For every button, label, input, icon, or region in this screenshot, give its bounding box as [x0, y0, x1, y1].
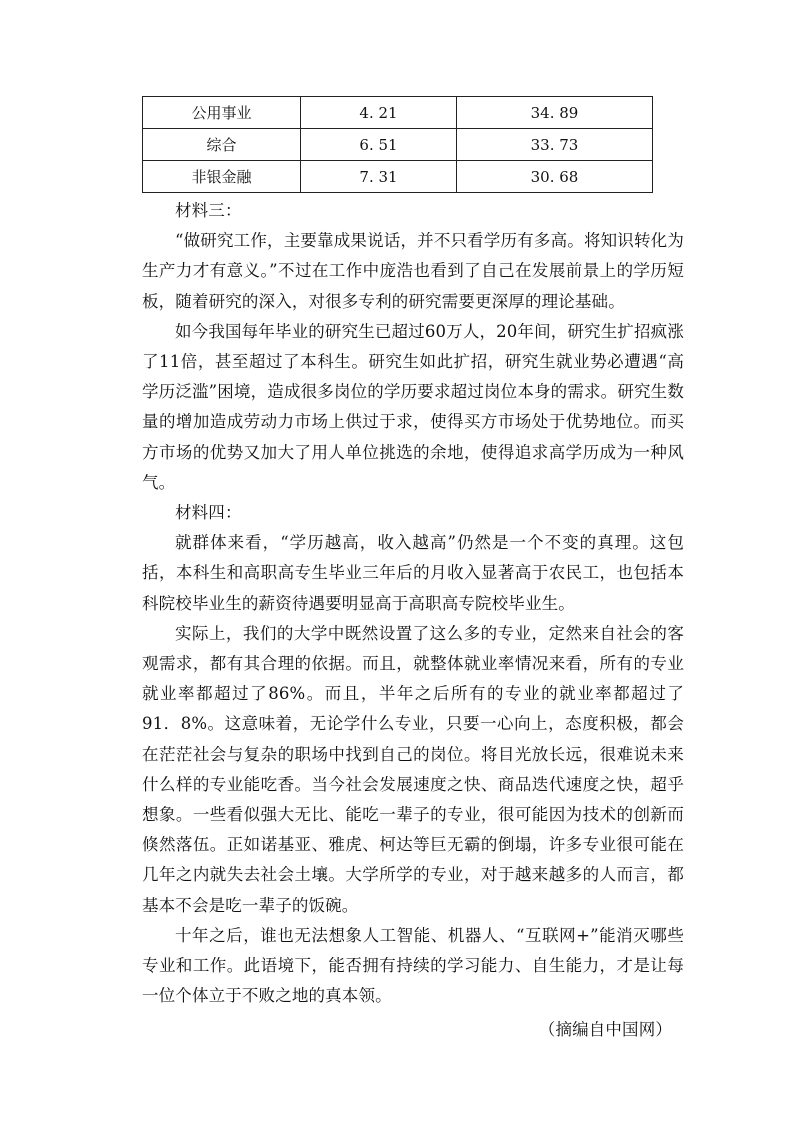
material-three-label: 材料三： [175, 201, 242, 220]
table-cell-value-1: 7. 31 [301, 161, 457, 193]
table-cell-industry: 非银金融 [143, 161, 301, 193]
source-attribution: （摘编自中国网） [538, 1020, 672, 1040]
paragraph: 十年之后，谁也无法想象人工智能、机器人、“互联网+”能消灭哪些专业和工作。此语境下，能否拥有持续的学习能力、自生能力，才是让每一位个体立于不败之地的真本领。 [142, 925, 684, 1006]
table-row [143, 161, 653, 193]
table-cell-industry: 综合 [143, 129, 301, 161]
paragraph: “做研究工作，主要靠成果说话，并不只看学历有多高。将知识转化为生产力才有意义。”不过在工作中庞浩也看到了自己在发展前景上的学历短板，随着研究的深入，对很多专利的研究需要更深厚的理论基础。 [142, 231, 684, 311]
data-table [142, 96, 653, 193]
table-cell-value-2: 34. 89 [457, 97, 653, 129]
table-cell-value-2: 33. 73 [457, 129, 653, 161]
paragraph: 如今我国每年毕业的研究生已超过60万人，20年间，研究生扩招疯涨了11倍，甚至超过了本科生。研究生如此扩招，研究生就业势必遭遇“高学历泛滥”困境，造成很多岗位的学历要求超过岗位本身的需求。研究生数量的增加造成劳动力市场上供过于求，使得买方市场处于优势地位。而买方市场的优势又加大了用人单位挑选的余地，使得追求高学历成为一种风气。 [142, 321, 684, 492]
table-cell-industry: 公用事业 [143, 97, 301, 129]
paragraph: 就群体来看，“学历越高，收入越高”仍然是一个不变的真理。这包括，本科生和高职高专生毕业三年后的月收入显著高于农民工，也包括本科院校毕业生的薪资待遇要明显高于高职高专院校毕业生。 [142, 533, 684, 613]
paragraph: 实际上，我们的大学中既然设置了这么多的专业，定然来自社会的客观需求，都有其合理的依据。而且，就整体就业率情况来看，所有的专业就业率都超过了86%。而且，半年之后所有的专业的就业率都超过了 91．8%。这意味着，无论学什么专业，只要一心向上，态度积极，都会在茫茫社会与复杂的职场中找到自己的岗位。将目光放长远，很难说未来什么样的专业能吃香。当今社会发展速度之快、商品迭代速度之快，超乎想象。一些看似强大无比、能吃一辈子的专业，很可能因为技术的创新而倏然落伍。正如诺基亚、雅虎、柯达等巨无霸的倒塌，许多专业很可能在几年之内就失去社会土壤。大学所学的专业，对于越来越多的人而言，都基本不会是吃一辈子的饭碗。 [142, 623, 684, 915]
table-row [143, 97, 653, 129]
table-row [143, 129, 653, 161]
article-body [142, 196, 684, 1046]
table-cell-value-1: 6. 51 [301, 129, 457, 161]
table-cell-value-2: 30. 68 [457, 161, 653, 193]
material-four-label: 材料四： [175, 503, 242, 523]
table-cell-value-1: 4. 21 [301, 97, 457, 129]
